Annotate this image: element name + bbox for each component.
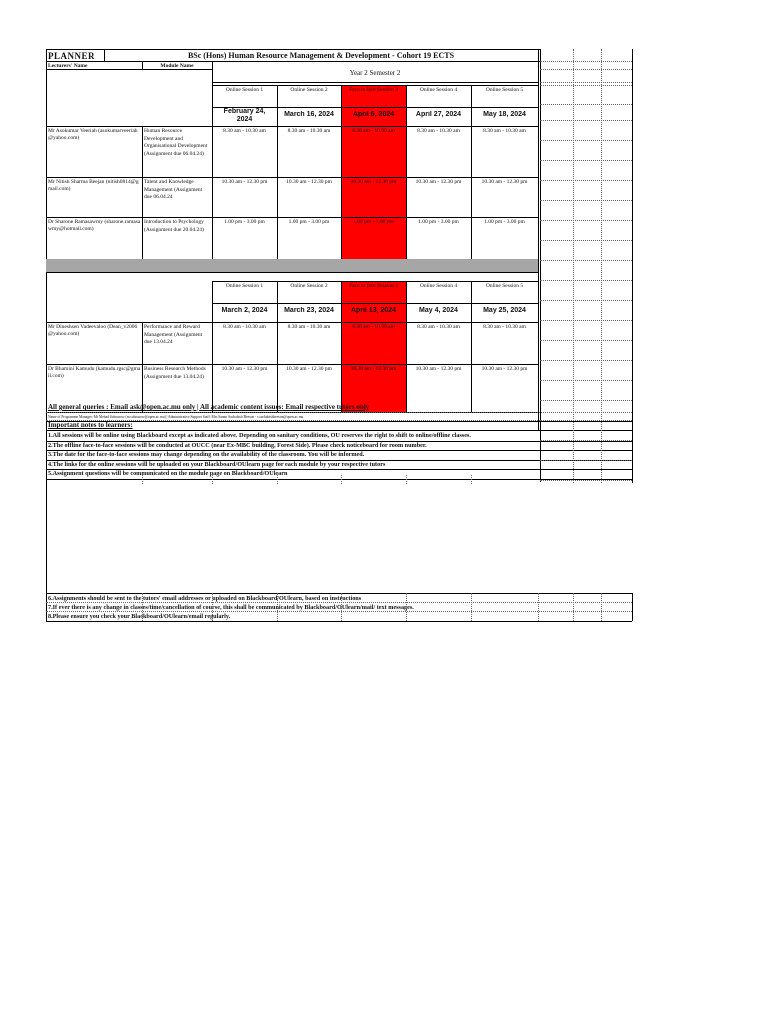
module-name: Human Resource Development and Organisational Development (Assignment due 06.04.24): [144, 128, 208, 157]
session-label: Face to face Session 3: [349, 283, 398, 289]
grid-line: [538, 281, 539, 412]
grid-line: [142, 126, 143, 259]
session-time: 8.30 am - 10.30 am: [352, 128, 395, 134]
session-time: 8.30 am - 10.30 am: [417, 324, 460, 330]
session-label: Online Session 4: [419, 283, 458, 289]
dotted-gridline: [540, 104, 632, 105]
grid-line: [46, 272, 538, 273]
session-time: 10.30 am - 12.30 pm: [415, 179, 462, 185]
grid-line: [277, 85, 278, 259]
grid-line: [471, 281, 472, 412]
dotted-gridline: [573, 49, 574, 483]
module-name: Business Research Methods (Assignment due 13.04.24): [144, 366, 206, 380]
session-time: 8.30 am - 10.30 am: [223, 324, 266, 330]
dotted-gridline: [540, 460, 632, 461]
session-time: 1.00 pm - 3.00 pm: [484, 219, 525, 225]
grid-line: [212, 85, 213, 259]
lecturer-name: Dr Sharone Ramasawmy (sharone.ramasawmy@hotmail.com): [48, 219, 141, 232]
session-date: March 2, 2024: [221, 307, 268, 314]
dotted-gridline: [540, 360, 632, 361]
note-item: 1.All sessions will be online using Blackboard except as indicated above. Depending on sanitary conditions, OU reserves the right to shift to online/offline classes.: [48, 432, 471, 439]
session-time: 10.30 am - 12.30 pm: [481, 366, 528, 372]
note-item: 6.Assignments should be sent to the tutors' email addresses or uploaded on Blackboard/OUlearn, based on instructions: [48, 595, 362, 602]
dotted-gridline: [573, 593, 574, 621]
session-date: May 4, 2024: [419, 307, 458, 314]
grid-line: [341, 85, 342, 259]
session-time: 10.30 am - 12.30 pm: [286, 366, 332, 372]
dotted-gridline: [46, 420, 632, 421]
dotted-gridline: [540, 85, 632, 86]
note-item: 2.The offline face-to-face sessions will be conducted at OUCC (near Ex-MBC building, Forest Side). Please check noticeboard for room number.: [48, 441, 427, 449]
grid-line: [46, 85, 47, 259]
session-label: Online Session 4: [419, 87, 458, 93]
dotted-gridline: [341, 593, 342, 621]
session-time: 10.30 am - 12.30 pm: [481, 179, 528, 185]
dotted-gridline: [540, 260, 632, 261]
session-time: 10.30 am - 12.30 pm: [286, 179, 332, 185]
dotted-gridline: [142, 475, 143, 484]
dotted-gridline: [277, 593, 278, 621]
dotted-gridline: [471, 475, 472, 484]
programme-title: BSc (Hons) Human Resource Management & Development - Cohort 19 ECTS: [187, 51, 455, 60]
dotted-gridline: [601, 593, 602, 621]
contacts-line: Name of Programme Manager: Mr Mehad Sobourow (m.sobourow@open.ac.mu) | Administrative Support Staff: Mrs Sanno Sachabish Beeson - s.sachabishbeeson@open.ac.mu: [48, 415, 304, 419]
grid-line: [46, 430, 632, 431]
session-time: 10.30 am - 12.30 pm: [350, 366, 397, 372]
grid-line: [142, 61, 143, 69]
grid-line: [46, 61, 540, 62]
dotted-gridline: [341, 475, 342, 484]
lecturers-name-header: Lecturers' Name: [48, 63, 88, 69]
grid-line: [46, 322, 538, 323]
session-time: 10.30 am - 12.30 pm: [221, 179, 268, 185]
dotted-gridline: [540, 480, 632, 481]
general-queries: All general queries : Email ask@open.ac.mu only | All academic content issues: Email respective tutors only: [48, 403, 370, 411]
session-time: 1.00 pm - 3.00 pm: [418, 219, 459, 225]
session-date: April 13, 2024: [350, 307, 397, 314]
dotted-gridline: [540, 220, 632, 221]
dotted-gridline: [46, 412, 632, 413]
dotted-gridline: [540, 280, 632, 281]
dotted-gridline: [277, 475, 278, 484]
session-time: 8.30 am - 10.30 am: [483, 128, 526, 134]
grid-line: [406, 281, 407, 412]
dotted-gridline: [540, 240, 632, 241]
dotted-gridline: [540, 380, 632, 381]
module-name-header: Module Name: [160, 63, 194, 69]
grid-line: [212, 281, 538, 282]
grid-line: [212, 82, 538, 83]
grid-line: [46, 593, 632, 594]
grid-line: [46, 593, 47, 621]
session-time: 8.30 am - 10.30 am: [483, 324, 526, 330]
session-date: April 27, 2024: [415, 111, 462, 118]
grid-line: [46, 364, 538, 365]
grid-line: [471, 85, 472, 259]
dotted-gridline: [406, 475, 407, 484]
module-name: Talent and Knowledge Management (Assignment due 06.04.24: [144, 179, 203, 200]
note-item: 7.If ever there is any change in classes/time/cancellation of course, this shall be communicated by Blackboard/OUlearn/mail/ text messages.: [48, 604, 414, 611]
dotted-gridline: [540, 400, 632, 401]
session-date: March 16, 2024: [284, 111, 334, 118]
session-time: 10.30 am - 12.30 pm: [350, 179, 397, 185]
grid-line: [406, 85, 407, 259]
session-time: 1.00 pm - 3.00 pm: [224, 219, 265, 225]
grid-line: [277, 281, 278, 412]
semester-title: Year 2 Semester 2: [349, 69, 401, 77]
dotted-gridline: [540, 180, 632, 181]
session-time: 1.00 pm - 3.00 pm: [353, 219, 394, 225]
grid-line: [632, 593, 633, 621]
grid-line: [632, 49, 633, 483]
grid-line: [341, 281, 342, 412]
dotted-gridline: [46, 611, 632, 612]
grid-line: [46, 621, 632, 622]
dotted-gridline: [212, 593, 213, 621]
note-item: 4.The links for the online sessions will be uploaded on your Blackboard/OUlearn page for each module by your respective tutors: [48, 460, 386, 468]
session-date: February 24, 2024: [223, 108, 266, 123]
dotted-gridline: [540, 61, 632, 62]
note-item: 3.The date for the face-to-face sessions may change depending on the availability of the classroom. You will be informed.: [48, 451, 365, 458]
session-label: Online Session 5: [485, 87, 524, 93]
grid-line: [46, 217, 538, 218]
session-time: 8.30 am - 10.30 am: [287, 128, 331, 134]
dotted-gridline: [540, 160, 632, 161]
grid-line: [46, 177, 538, 178]
dotted-gridline: [601, 49, 602, 483]
section-separator: [46, 259, 538, 272]
dotted-gridline: [540, 120, 632, 121]
dotted-gridline: [540, 300, 632, 301]
session-label: Online Session 2: [290, 283, 328, 289]
dotted-gridline: [406, 593, 407, 621]
planner-label: PLANNER: [48, 51, 96, 61]
session-date: April 6, 2024: [352, 111, 395, 118]
grid-line: [46, 126, 538, 127]
grid-line: [212, 281, 213, 412]
notes-title: Important notes to learners:: [48, 421, 133, 429]
session-time: 8.30 am - 10.30 am: [223, 128, 266, 134]
lecturer-name: Mr Dineshsen Vadeevaloo (Dean_v2006@yahoo.com): [48, 324, 138, 337]
dotted-gridline: [540, 440, 632, 441]
grid-line: [212, 85, 538, 86]
dotted-gridline: [540, 340, 632, 341]
dotted-gridline: [142, 593, 143, 621]
lecturer-name: Dr Bhamini Kamudu (kamudu.rgsc@gmail.com): [48, 366, 141, 379]
module-name: Introduction to Psychology (Assignment due 20.04.24): [144, 219, 204, 233]
note-item: 8.Please ensure you check your Blackboard/OUlearn/email regularly.: [48, 613, 231, 620]
grid-line: [46, 281, 47, 412]
module-name: Performance and Reward Management (Assignment due 13.04.24: [144, 324, 203, 345]
session-label: Online Session 1: [225, 283, 264, 289]
grid-line: [540, 49, 541, 482]
session-time: 8.30 am - 10.30 am: [352, 324, 395, 330]
grid-line: [142, 322, 143, 412]
face-to-face-column: [341, 281, 406, 412]
dotted-gridline: [538, 593, 539, 621]
grid-line: [46, 421, 632, 422]
dotted-gridline: [471, 593, 472, 621]
grid-line: [46, 69, 212, 70]
session-label: Online Session 5: [485, 283, 524, 289]
session-time: 10.30 am - 12.30 pm: [415, 366, 462, 372]
grid-line: [212, 303, 538, 304]
session-label: Online Session 2: [290, 87, 328, 93]
grid-line: [538, 85, 539, 259]
grid-line: [104, 49, 105, 61]
grid-line: [46, 49, 540, 50]
session-label: Face to face Session 3: [349, 87, 398, 93]
dotted-gridline: [540, 320, 632, 321]
dotted-gridline: [46, 602, 632, 603]
session-label: Online Session 1: [225, 87, 264, 93]
note-item: 5.Assignment questions will be communicated on the module page on Blackboard/OUlearn: [48, 470, 288, 477]
dotted-gridline: [540, 140, 632, 141]
session-time: 8.30 am - 10.30 am: [287, 324, 331, 330]
dotted-gridline: [540, 82, 632, 83]
session-date: May 25, 2024: [483, 307, 526, 314]
lecturer-name: Mr Asokumar Veeriah (asokumarveeriah@yahoo.com): [48, 128, 138, 141]
lecturer-name: Mr Nitish Sharma Beejan (nitish0814@gmail.com): [48, 179, 139, 192]
dotted-gridline: [540, 200, 632, 201]
grid-line: [212, 61, 213, 88]
session-date: May 18, 2024: [483, 111, 526, 118]
session-time: 1.00 pm - 3.00 pm: [288, 219, 330, 225]
session-time: 10.30 am - 12.30 pm: [221, 366, 268, 372]
dotted-gridline: [540, 69, 632, 70]
session-date: March 23, 2024: [284, 307, 334, 314]
session-time: 8.30 am - 10.30 am: [417, 128, 460, 134]
dotted-gridline: [212, 475, 213, 484]
grid-line: [212, 107, 538, 108]
